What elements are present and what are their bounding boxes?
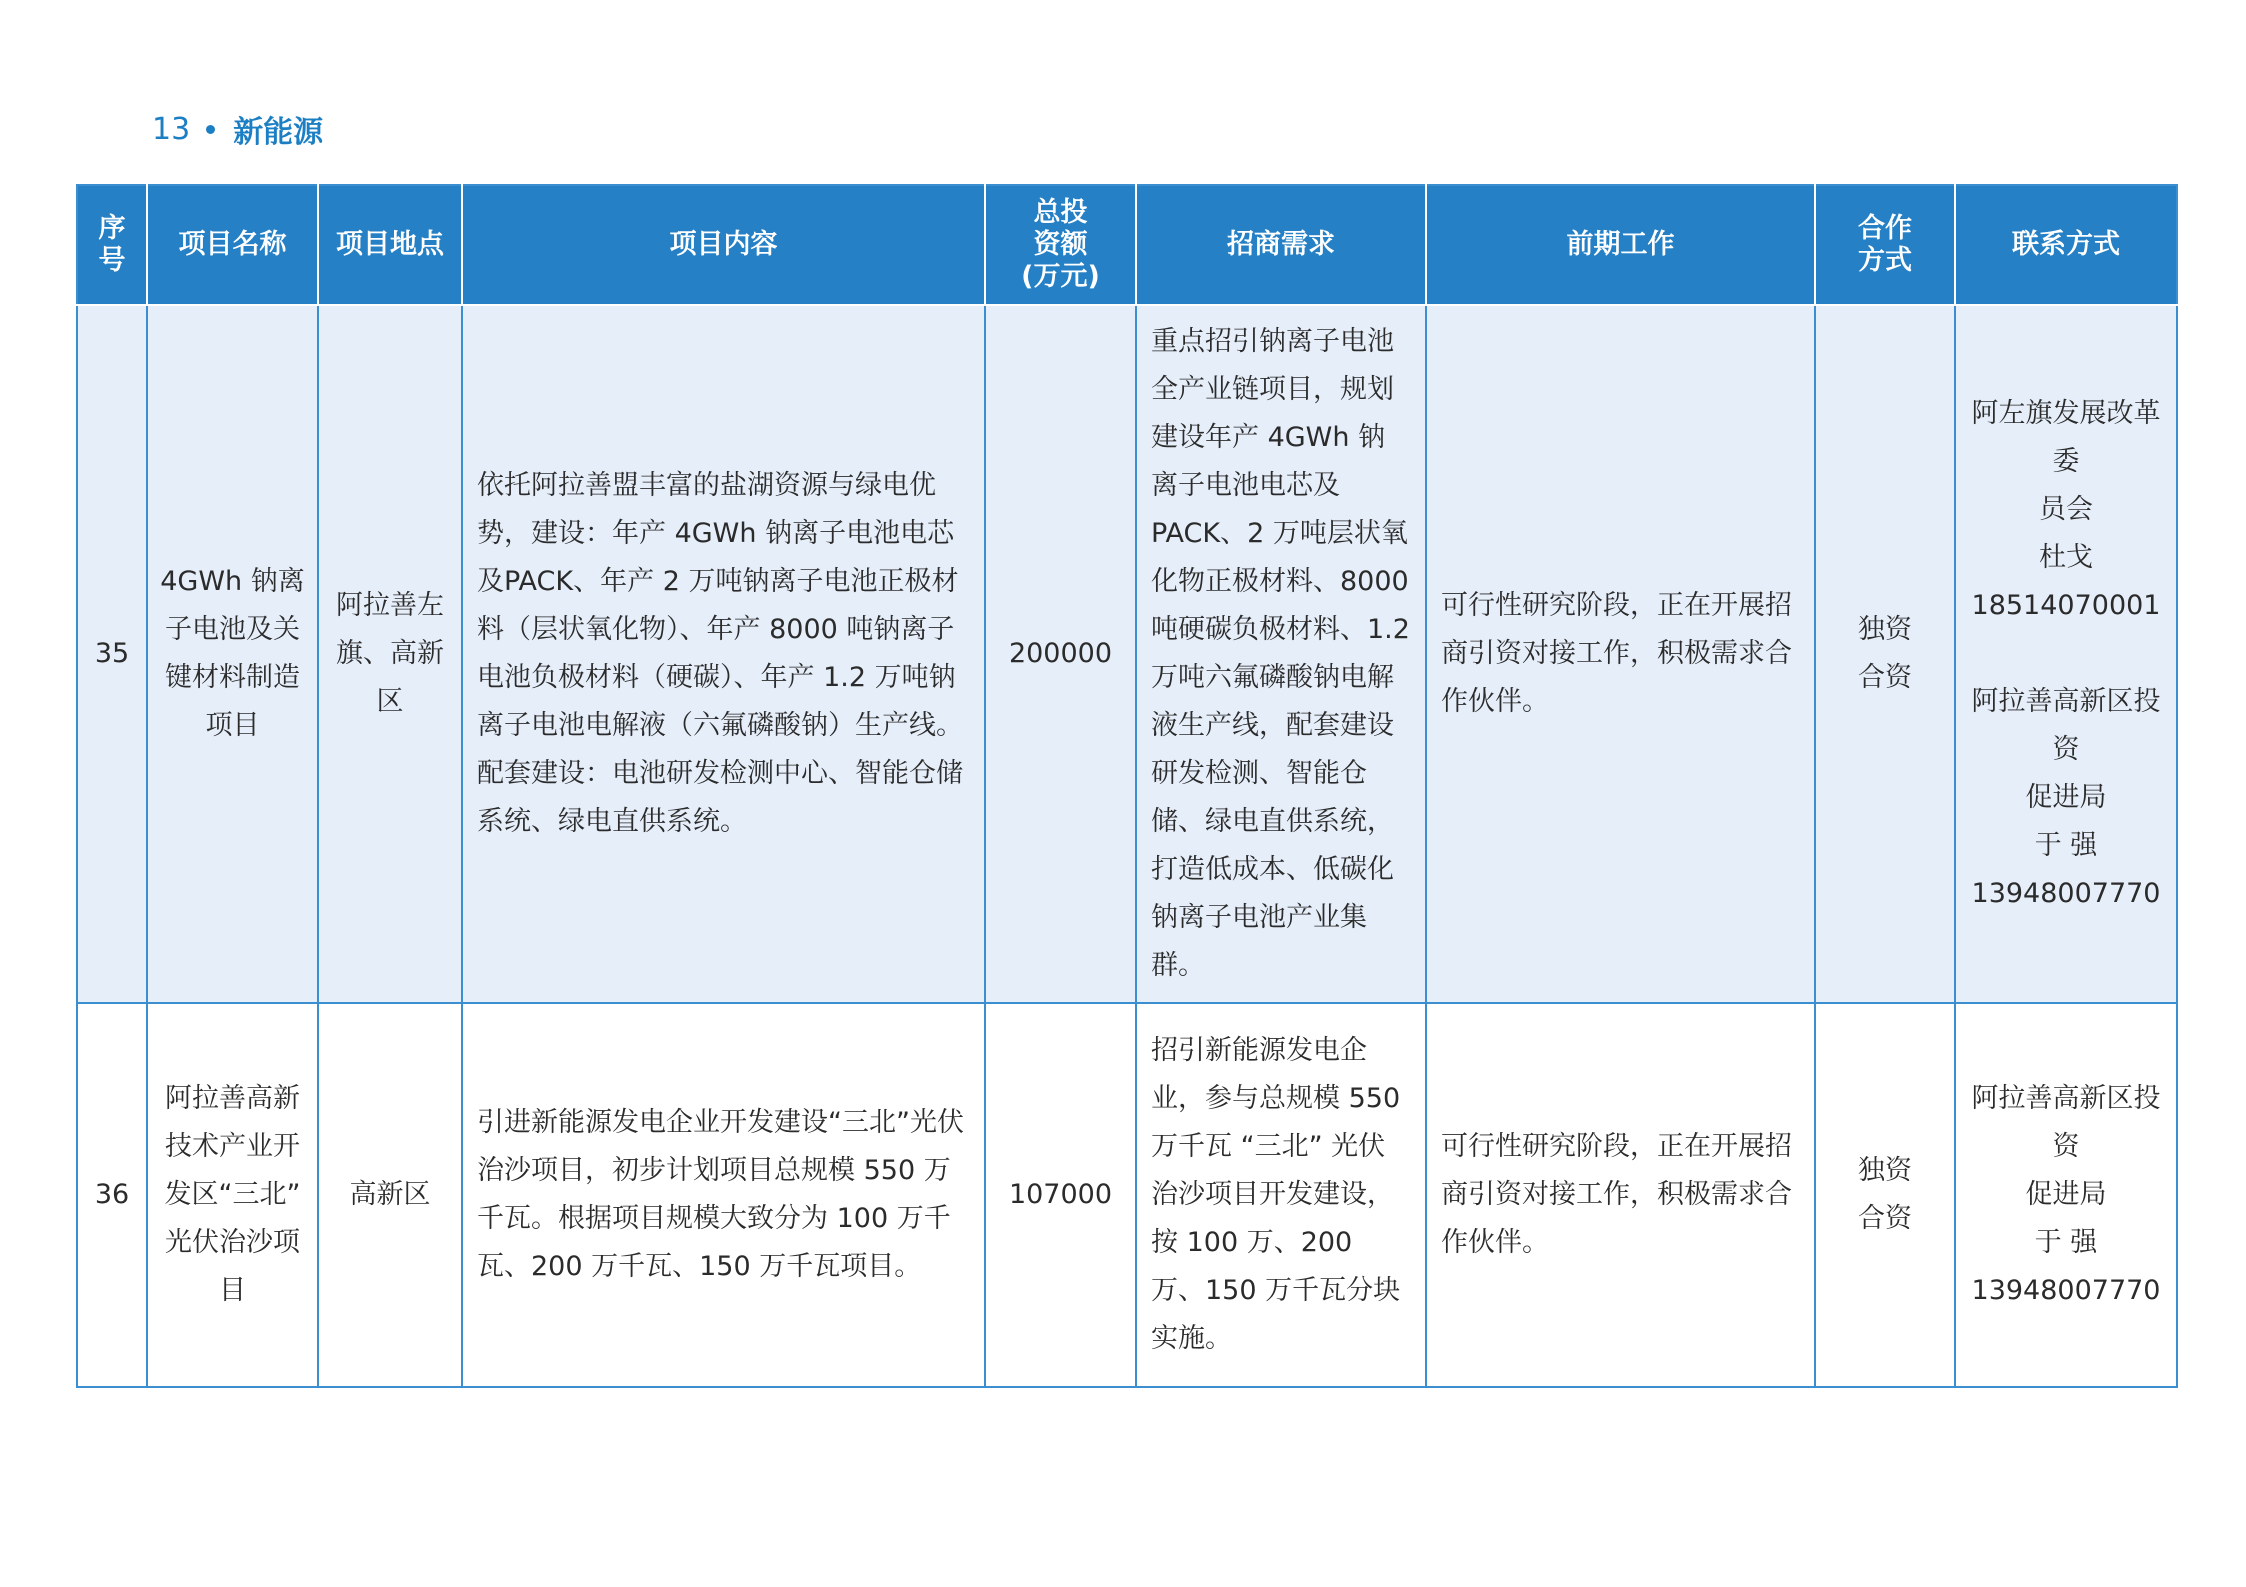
cell-seq: 36 xyxy=(77,1003,147,1387)
header-contact: 联系方式 xyxy=(1955,185,2177,305)
projects-table xyxy=(76,184,2178,1388)
table-row xyxy=(77,1003,2177,1387)
cell-cooperation: 独资 合资 xyxy=(1815,1003,1955,1387)
header-preliminary: 前期工作 xyxy=(1426,185,1815,305)
table-row xyxy=(77,305,2177,1003)
cell-investment: 107000 xyxy=(985,1003,1136,1387)
cell-name: 阿拉善高新 技术产业开 发区“三北” 光伏治沙项 目 xyxy=(147,1003,318,1387)
section-title: 新能源 xyxy=(233,115,324,150)
bullet-dot-icon xyxy=(206,125,215,134)
page-number: 13 xyxy=(152,111,191,147)
cell-contact: 阿拉善高新区投资 促进局 于 强 13948007770 xyxy=(1955,1003,2177,1387)
cell-demand: 招引新能源发电企业，参与总规模 550 万千瓦 “三北” 光伏治沙项目开发建设，按 100 万、200 万、150 万千瓦分块实施。 xyxy=(1136,1003,1426,1387)
cell-content: 依托阿拉善盟丰富的盐湖资源与绿电优势，建设：年产 4GWh 钠离子电池电芯及PACK、年产 2 万吨钠离子电池正极材料（层状氧化物）、年产 8000 吨钠离子电池负极材料（硬碳）、年产 1.2 万吨钠离子电池电解液（六氟磷酸钠）生产线。配套建设：电池研发检测中心、智能仓储系统、绿电直供系统。 xyxy=(462,305,985,1003)
cell-location: 阿拉善左 旗、高新 区 xyxy=(318,305,462,1003)
cell-cooperation: 独资 合资 xyxy=(1815,305,1955,1003)
cell-investment: 200000 xyxy=(985,305,1136,1003)
cell-name: 4GWh 钠离 子电池及关 键材料制造 项目 xyxy=(147,305,318,1003)
header-demand: 招商需求 xyxy=(1136,185,1426,305)
cell-demand: 重点招引钠离子电池全产业链项目，规划建设年产 4GWh 钠离子电池电芯及PACK、2 万吨层状氧化物正极材料、8000 吨硬碳负极材料、1.2 万吨六氟磷酸钠电解液生产线，配套建设研发检测、智能仓储、绿电直供系统，打造低成本、低碳化钠离子电池产业集群。 xyxy=(1136,305,1426,1003)
header-seq: 序 号 xyxy=(77,185,147,305)
cell-preliminary: 可行性研究阶段，正在开展招商引资对接工作，积极需求合作伙伴。 xyxy=(1426,1003,1815,1387)
cell-content: 引进新能源发电企业开发建设“三北”光伏治沙项目，初步计划项目总规模 550 万千瓦。根据项目规模大致分为 100 万千瓦、200 万千瓦、150 万千瓦项目。 xyxy=(462,1003,985,1387)
cell-preliminary: 可行性研究阶段，正在开展招商引资对接工作，积极需求合作伙伴。 xyxy=(1426,305,1815,1003)
cell-location: 高新区 xyxy=(318,1003,462,1387)
cell-contact: 阿左旗发展改革委 员会 杜戈 18514070001 阿拉善高新区投资 促进局 于 强 13948007770 xyxy=(1955,305,2177,1003)
header-cooperation: 合作 方式 xyxy=(1815,185,1955,305)
header-location: 项目地点 xyxy=(318,185,462,305)
page-header xyxy=(152,104,323,154)
header-content: 项目内容 xyxy=(462,185,985,305)
table-header-row xyxy=(77,185,2177,305)
header-investment: 总投 资额 (万元) xyxy=(985,185,1136,305)
header-name: 项目名称 xyxy=(147,185,318,305)
cell-seq: 35 xyxy=(77,305,147,1003)
